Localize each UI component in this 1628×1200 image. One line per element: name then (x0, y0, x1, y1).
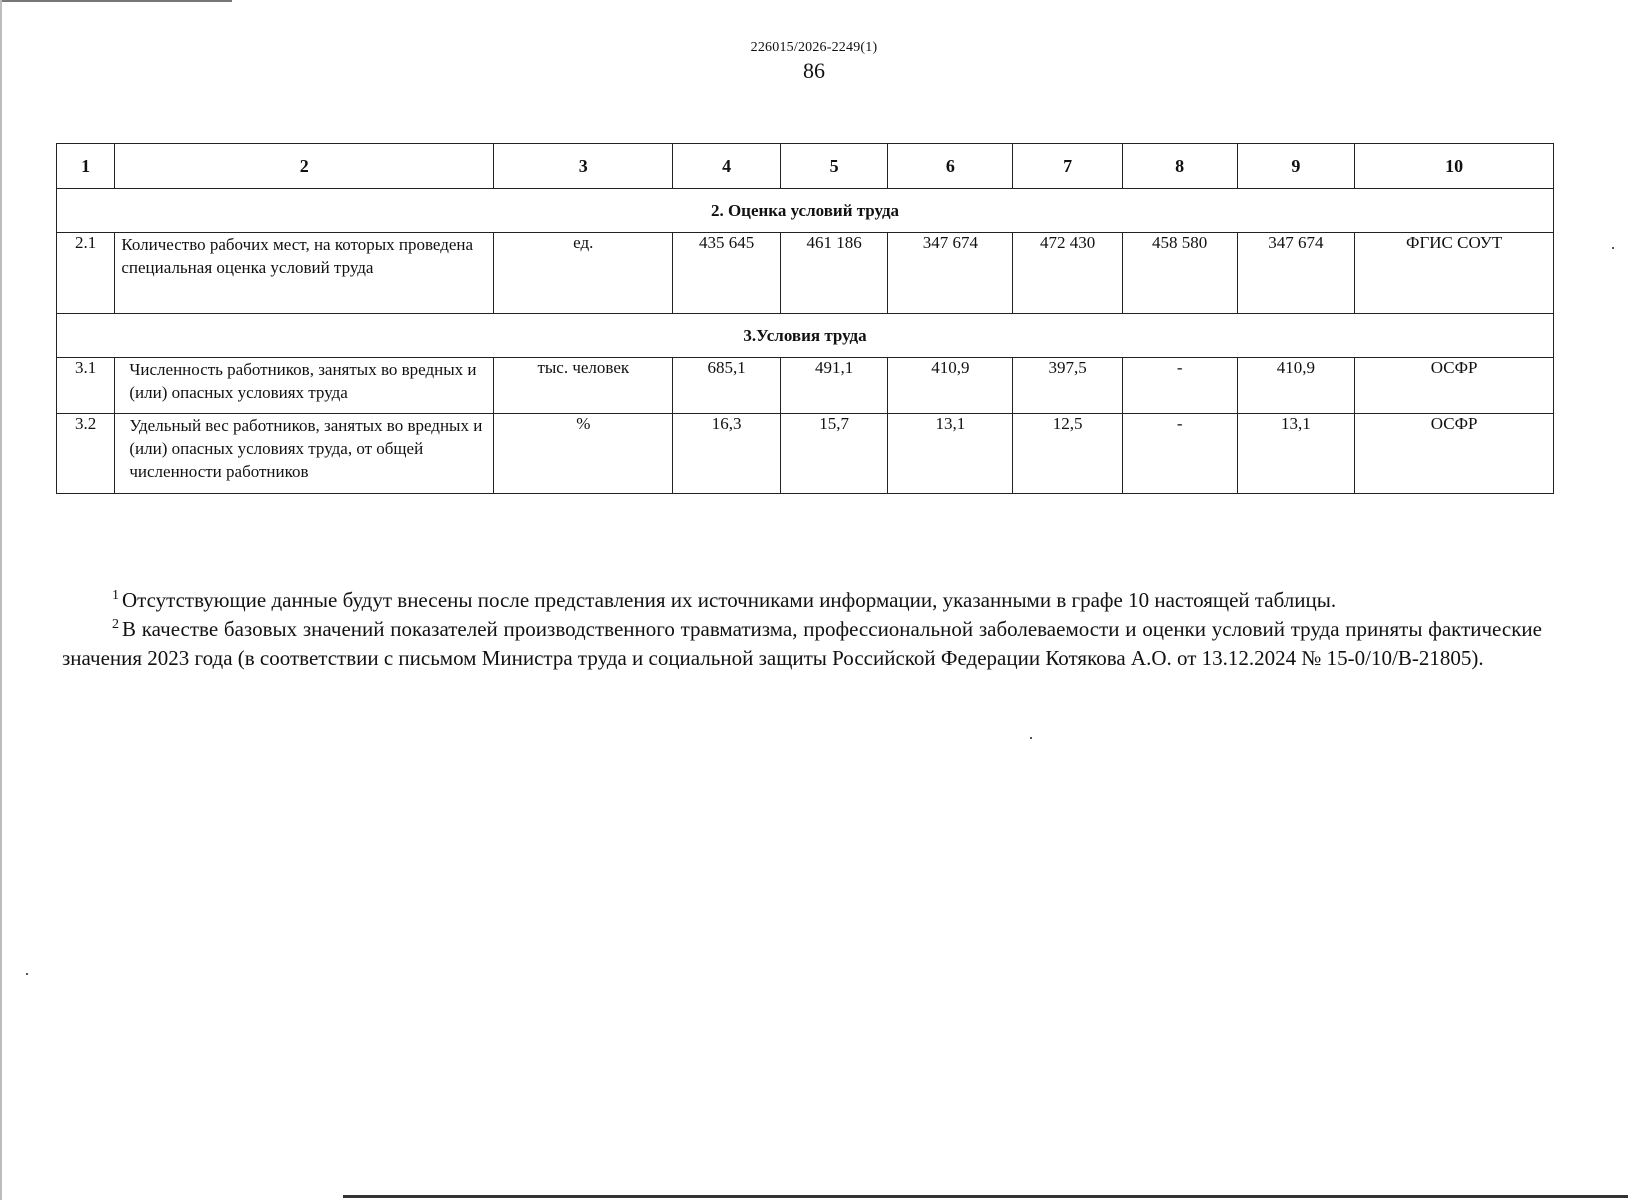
footnote-text: В качестве базовых значений показателей производственного травматизма, профессиональной заболеваемости и оценки условий труда приняты фактические значения 2023 года (в соответствии с письмом Министра труда и социальной защиты Российской Федерации Котякова А.О. от 13.12.2024 № 15-0/10/В-21805). (62, 617, 1542, 670)
value-cell: 435 645 (673, 233, 781, 314)
value-cell: 15,7 (780, 414, 888, 494)
unit-cell: ед. (494, 233, 673, 314)
scan-speck (1030, 737, 1032, 739)
scan-border-bottom (343, 1195, 1628, 1198)
column-number: 1 (57, 144, 115, 189)
scan-speck (1612, 247, 1614, 249)
value-cell: 461 186 (780, 233, 888, 314)
section-header-row (57, 189, 1554, 233)
value-cell: 410,9 (1237, 358, 1355, 414)
section-header-row (57, 314, 1554, 358)
unit-cell: тыс. человек (494, 358, 673, 414)
column-number-row (57, 144, 1554, 189)
footnote (62, 586, 1542, 615)
value-cell: 410,9 (888, 358, 1013, 414)
column-number: 3 (494, 144, 673, 189)
indicator-name: Удельный вес работников, занятых во вредных и (или) опасных условиях труда, от общей численности работников (115, 414, 494, 494)
footnote-mark: 1 (112, 588, 119, 603)
column-number: 10 (1355, 144, 1554, 189)
table-row (57, 233, 1554, 314)
value-cell: - (1122, 414, 1237, 494)
value-cell: 458 580 (1122, 233, 1237, 314)
indicator-name: Численность работников, занятых во вредных и (или) опасных условиях труда (115, 358, 494, 414)
column-number: 8 (1122, 144, 1237, 189)
value-cell: 13,1 (888, 414, 1013, 494)
value-cell: 491,1 (780, 358, 888, 414)
footnote-mark: 2 (112, 617, 119, 632)
row-number: 2.1 (57, 233, 115, 314)
unit-cell: % (494, 414, 673, 494)
value-cell: 16,3 (673, 414, 781, 494)
source-cell: ОСФР (1355, 414, 1554, 494)
scan-border-top (0, 0, 232, 2)
column-number: 2 (115, 144, 494, 189)
indicators-table (56, 143, 1554, 494)
scan-speck (26, 973, 28, 975)
page-number: 86 (803, 58, 825, 83)
column-number: 9 (1237, 144, 1355, 189)
row-number: 3.1 (57, 358, 115, 414)
section-title: 2. Оценка условий труда (57, 189, 1554, 233)
column-number: 5 (780, 144, 888, 189)
column-number: 4 (673, 144, 781, 189)
source-cell: ОСФР (1355, 358, 1554, 414)
value-cell: 347 674 (1237, 233, 1355, 314)
row-number: 3.2 (57, 414, 115, 494)
value-cell: 13,1 (1237, 414, 1355, 494)
footnote-text: Отсутствующие данные будут внесены после представления их источниками информации, указанными в графе 10 настоящей таблицы. (122, 588, 1337, 612)
section-title: 3.Условия труда (57, 314, 1554, 358)
document-id: 226015/2026-2249(1) (750, 40, 878, 55)
footnotes (62, 586, 1542, 673)
footnote (62, 615, 1542, 673)
scan-border-left (0, 0, 2, 1200)
table-row (57, 414, 1554, 494)
column-number: 7 (1013, 144, 1123, 189)
value-cell: 397,5 (1013, 358, 1123, 414)
value-cell: 347 674 (888, 233, 1013, 314)
value-cell: 472 430 (1013, 233, 1123, 314)
indicator-name: Количество рабочих мест, на которых проведена специальная оценка условий труда (115, 233, 494, 314)
value-cell: 685,1 (673, 358, 781, 414)
value-cell: - (1122, 358, 1237, 414)
value-cell: 12,5 (1013, 414, 1123, 494)
table-row (57, 358, 1554, 414)
source-cell: ФГИС СОУТ (1355, 233, 1554, 314)
column-number: 6 (888, 144, 1013, 189)
